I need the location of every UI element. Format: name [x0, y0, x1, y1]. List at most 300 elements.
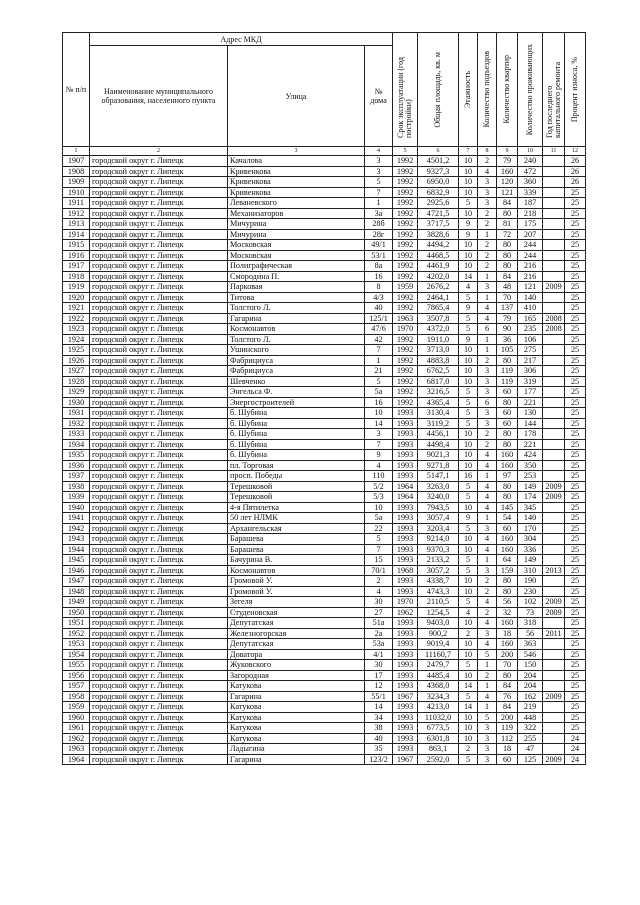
floors-cell: 10 [459, 376, 478, 387]
wear-cell: 26 [565, 156, 586, 167]
flats-cell: 60 [497, 408, 518, 419]
municipality-cell: городской округ г. Липецк [90, 156, 228, 167]
entrances-cell: 3 [478, 387, 497, 398]
entrances-cell: 2 [478, 219, 497, 230]
row-number: 1935 [63, 450, 90, 461]
municipality-cell: городской округ г. Липецк [90, 502, 228, 513]
area-cell: 7943,5 [418, 502, 459, 513]
municipality-cell: городской округ г. Липецк [90, 397, 228, 408]
street-cell: Студеновская [228, 607, 365, 618]
year-cell: 1993 [393, 502, 418, 513]
floors-cell: 10 [459, 733, 478, 744]
repair-year-cell [543, 387, 565, 398]
street-cell: б. Шубина [228, 408, 365, 419]
floors-cell: 5 [459, 418, 478, 429]
residents-cell: 207 [518, 229, 543, 240]
municipality-cell: городской округ г. Липецк [90, 723, 228, 734]
area-cell: 2676,2 [418, 282, 459, 293]
repair-year-cell [543, 208, 565, 219]
house-cell: 55/1 [365, 691, 393, 702]
year-cell: 1993 [393, 723, 418, 734]
header-area-text: Общая площадь, кв. м [433, 51, 443, 128]
residents-cell: 177 [518, 387, 543, 398]
house-cell: 5 [365, 534, 393, 545]
flats-cell: 79 [497, 156, 518, 167]
row-number: 1952 [63, 628, 90, 639]
table-body [63, 156, 586, 765]
house-cell: 40 [365, 303, 393, 314]
wear-cell: 25 [565, 534, 586, 545]
wear-cell: 25 [565, 597, 586, 608]
municipality-cell: городской округ г. Липецк [90, 628, 228, 639]
row-number: 1930 [63, 397, 90, 408]
residents-cell: 546 [518, 649, 543, 660]
street-cell: Титова [228, 292, 365, 303]
street-cell: Катукова [228, 723, 365, 734]
residents-cell: 121 [518, 282, 543, 293]
house-cell: 40 [365, 733, 393, 744]
wear-cell: 25 [565, 450, 586, 461]
repair-year-cell [543, 303, 565, 314]
street-cell: Загородная [228, 670, 365, 681]
repair-year-cell [543, 660, 565, 671]
street-cell: Космонавтов [228, 565, 365, 576]
area-cell: 2464,1 [418, 292, 459, 303]
year-cell: 1993 [393, 744, 418, 755]
flats-cell: 80 [497, 670, 518, 681]
entrances-cell: 3 [478, 754, 497, 765]
entrances-cell: 4 [478, 544, 497, 555]
repair-year-cell: 2008 [543, 324, 565, 335]
row-number: 1961 [63, 723, 90, 734]
row-number: 1949 [63, 597, 90, 608]
municipality-cell: городской округ г. Липецк [90, 282, 228, 293]
entrances-cell: 1 [478, 471, 497, 482]
municipality-cell: городской округ г. Липецк [90, 523, 228, 534]
municipality-cell: городской округ г. Липецк [90, 649, 228, 660]
wear-cell: 25 [565, 376, 586, 387]
year-cell: 1992 [393, 250, 418, 261]
flats-cell: 54 [497, 513, 518, 524]
row-number: 1956 [63, 670, 90, 681]
table-row [63, 502, 586, 513]
entrances-cell: 3 [478, 744, 497, 755]
flats-cell: 145 [497, 502, 518, 513]
flats-cell: 60 [497, 523, 518, 534]
area-cell: 3263,0 [418, 481, 459, 492]
flats-cell: 119 [497, 723, 518, 734]
street-cell: Терешковой [228, 492, 365, 503]
repair-year-cell [543, 334, 565, 345]
repair-year-cell [543, 513, 565, 524]
wear-cell: 25 [565, 481, 586, 492]
table-row [63, 471, 586, 482]
area-cell: 1254,5 [418, 607, 459, 618]
header-municipality: Наименование муниципального образования, населенного пункта [90, 46, 228, 147]
wear-cell: 25 [565, 229, 586, 240]
row-number: 1910 [63, 187, 90, 198]
municipality-cell: городской округ г. Липецк [90, 607, 228, 618]
year-cell: 1993 [393, 555, 418, 566]
street-cell: пл. Торговая [228, 460, 365, 471]
wear-cell: 25 [565, 271, 586, 282]
floors-cell: 10 [459, 723, 478, 734]
row-number: 1922 [63, 313, 90, 324]
row-number: 1963 [63, 744, 90, 755]
area-cell: 900,2 [418, 628, 459, 639]
year-cell: 1993 [393, 733, 418, 744]
area-cell: 4338,7 [418, 576, 459, 587]
header-floors-text: Этажность [463, 70, 473, 109]
municipality-cell: городской округ г. Липецк [90, 418, 228, 429]
house-cell: 70/1 [365, 565, 393, 576]
floors-cell: 10 [459, 156, 478, 167]
wear-cell: 25 [565, 691, 586, 702]
floors-cell: 5 [459, 492, 478, 503]
year-cell: 1993 [393, 628, 418, 639]
house-cell: 1 [365, 198, 393, 209]
repair-year-cell [543, 681, 565, 692]
entrances-cell: 5 [478, 649, 497, 660]
area-cell: 863,1 [418, 744, 459, 755]
wear-cell: 25 [565, 439, 586, 450]
row-number: 1942 [63, 523, 90, 534]
entrances-cell: 4 [478, 166, 497, 177]
house-cell: 5/2 [365, 481, 393, 492]
area-cell: 3713,0 [418, 345, 459, 356]
row-number: 1919 [63, 282, 90, 293]
house-cell: 3 [365, 156, 393, 167]
residents-cell: 216 [518, 261, 543, 272]
wear-cell: 25 [565, 366, 586, 377]
area-cell: 3203,4 [418, 523, 459, 534]
year-cell: 1993 [393, 450, 418, 461]
header-wear-text: Процент износа, % [570, 56, 580, 123]
area-cell: 4468,5 [418, 250, 459, 261]
table-row [63, 166, 586, 177]
year-cell: 1992 [393, 166, 418, 177]
area-cell: 3234,3 [418, 691, 459, 702]
floors-cell: 10 [459, 429, 478, 440]
row-number: 1946 [63, 565, 90, 576]
wear-cell: 25 [565, 292, 586, 303]
wear-cell: 25 [565, 576, 586, 587]
house-cell: 8а [365, 261, 393, 272]
house-cell: 7 [365, 345, 393, 356]
area-cell: 2925,6 [418, 198, 459, 209]
street-cell: Зегеля [228, 597, 365, 608]
entrances-cell: 1 [478, 513, 497, 524]
street-cell: Мичурина [228, 229, 365, 240]
street-cell: Железногорская [228, 628, 365, 639]
area-cell: 6301,8 [418, 733, 459, 744]
municipality-cell: городской округ г. Липецк [90, 177, 228, 188]
entrances-cell: 3 [478, 177, 497, 188]
floors-cell: 10 [459, 502, 478, 513]
municipality-cell: городской округ г. Липецк [90, 240, 228, 251]
entrances-cell: 3 [478, 282, 497, 293]
repair-year-cell: 2009 [543, 282, 565, 293]
column-numbers-row [63, 147, 586, 156]
floors-cell: 2 [459, 628, 478, 639]
row-number: 1951 [63, 618, 90, 629]
year-cell: 1993 [393, 460, 418, 471]
row-number: 1950 [63, 607, 90, 618]
row-number: 1928 [63, 376, 90, 387]
municipality-cell: городской округ г. Липецк [90, 670, 228, 681]
area-cell: 1911,0 [418, 334, 459, 345]
table-row [63, 187, 586, 198]
floors-cell: 10 [459, 166, 478, 177]
house-cell: 16 [365, 271, 393, 282]
year-cell: 1962 [393, 607, 418, 618]
floors-cell: 10 [459, 450, 478, 461]
floors-cell: 10 [459, 712, 478, 723]
row-number: 1925 [63, 345, 90, 356]
year-cell: 1993 [393, 660, 418, 671]
repair-year-cell [543, 261, 565, 272]
area-cell: 4365,4 [418, 397, 459, 408]
house-cell: 14 [365, 418, 393, 429]
residents-cell: 318 [518, 618, 543, 629]
table-row [63, 324, 586, 335]
row-number: 1923 [63, 324, 90, 335]
residents-cell: 240 [518, 156, 543, 167]
wear-cell: 25 [565, 513, 586, 524]
residents-cell: 221 [518, 439, 543, 450]
area-cell: 9370,3 [418, 544, 459, 555]
entrances-cell: 3 [478, 408, 497, 419]
wear-cell: 25 [565, 628, 586, 639]
area-cell: 3828,6 [418, 229, 459, 240]
repair-year-cell [543, 439, 565, 450]
residents-cell: 336 [518, 544, 543, 555]
floors-cell: 10 [459, 240, 478, 251]
wear-cell: 25 [565, 408, 586, 419]
year-cell: 1970 [393, 597, 418, 608]
municipality-cell: городской округ г. Липецк [90, 366, 228, 377]
residents-cell: 187 [518, 198, 543, 209]
year-cell: 1993 [393, 513, 418, 524]
repair-year-cell [543, 618, 565, 629]
floors-cell: 5 [459, 387, 478, 398]
area-cell: 2133,2 [418, 555, 459, 566]
row-number: 1936 [63, 460, 90, 471]
table-row [63, 597, 586, 608]
year-cell: 1967 [393, 691, 418, 702]
flats-cell: 90 [497, 324, 518, 335]
repair-year-cell [543, 649, 565, 660]
wear-cell: 25 [565, 492, 586, 503]
flats-cell: 32 [497, 607, 518, 618]
street-cell: Бачурина В. [228, 555, 365, 566]
street-cell: б. Шубина [228, 450, 365, 461]
street-cell: просп. Победы [228, 471, 365, 482]
wear-cell: 25 [565, 555, 586, 566]
repair-year-cell [543, 723, 565, 734]
floors-cell: 5 [459, 313, 478, 324]
header-repair-text: Год последнего капитального ремонта [544, 61, 562, 138]
residents-cell: 363 [518, 639, 543, 650]
repair-year-cell: 2009 [543, 492, 565, 503]
table-row [63, 282, 586, 293]
municipality-cell: городской округ г. Липецк [90, 408, 228, 419]
flats-cell: 80 [497, 261, 518, 272]
municipality-cell: городской округ г. Липецк [90, 261, 228, 272]
header-entrances-text: Количество подъездов [482, 51, 492, 128]
street-cell: Катукова [228, 733, 365, 744]
table-row [63, 691, 586, 702]
entrances-cell: 3 [478, 418, 497, 429]
wear-cell: 25 [565, 544, 586, 555]
residents-cell: 102 [518, 597, 543, 608]
house-cell: 35 [365, 744, 393, 755]
municipality-cell: городской округ г. Липецк [90, 681, 228, 692]
table-row [63, 513, 586, 524]
entrances-cell: 4 [478, 597, 497, 608]
floors-cell: 5 [459, 754, 478, 765]
flats-cell: 84 [497, 271, 518, 282]
flats-cell: 60 [497, 418, 518, 429]
entrances-cell: 2 [478, 156, 497, 167]
table-row [63, 408, 586, 419]
flats-cell: 84 [497, 702, 518, 713]
column-number: 8 [478, 147, 497, 156]
flats-cell: 119 [497, 376, 518, 387]
repair-year-cell [543, 471, 565, 482]
residents-cell: 339 [518, 187, 543, 198]
street-cell: Катукова [228, 702, 365, 713]
repair-year-cell [543, 702, 565, 713]
wear-cell: 25 [565, 607, 586, 618]
table-row [63, 460, 586, 471]
row-number: 1941 [63, 513, 90, 524]
table-row [63, 303, 586, 314]
wear-cell: 25 [565, 261, 586, 272]
table-header [63, 33, 586, 156]
entrances-cell: 4 [478, 691, 497, 702]
row-number: 1940 [63, 502, 90, 513]
column-number: 3 [228, 147, 365, 156]
wear-cell: 25 [565, 712, 586, 723]
flats-cell: 56 [497, 597, 518, 608]
street-cell: Жуковского [228, 660, 365, 671]
house-cell: 34 [365, 712, 393, 723]
year-cell: 1993 [393, 544, 418, 555]
residents-cell: 304 [518, 534, 543, 545]
row-number: 1943 [63, 534, 90, 545]
repair-year-cell [543, 229, 565, 240]
entrances-cell: 3 [478, 523, 497, 534]
area-cell: 6950,0 [418, 177, 459, 188]
house-cell: 10 [365, 408, 393, 419]
residents-cell: 345 [518, 502, 543, 513]
entrances-cell: 4 [478, 313, 497, 324]
repair-year-cell [543, 733, 565, 744]
repair-year-cell [543, 670, 565, 681]
street-cell: Смородина П. [228, 271, 365, 282]
street-cell: Энергостроителей [228, 397, 365, 408]
floors-cell: 9 [459, 229, 478, 240]
house-cell: 123/2 [365, 754, 393, 765]
floors-cell: 10 [459, 345, 478, 356]
flats-cell: 84 [497, 198, 518, 209]
row-number: 1920 [63, 292, 90, 303]
house-cell: 30 [365, 660, 393, 671]
year-cell: 1967 [393, 754, 418, 765]
repair-year-cell: 2008 [543, 313, 565, 324]
area-cell: 3130,4 [418, 408, 459, 419]
flats-cell: 159 [497, 565, 518, 576]
wear-cell: 26 [565, 177, 586, 188]
area-cell: 3057,2 [418, 565, 459, 576]
residents-cell: 275 [518, 345, 543, 356]
area-cell: 3507,8 [418, 313, 459, 324]
house-cell: 3а [365, 208, 393, 219]
year-cell: 1992 [393, 229, 418, 240]
year-cell: 1993 [393, 649, 418, 660]
flats-cell: 70 [497, 660, 518, 671]
flats-cell: 160 [497, 460, 518, 471]
entrances-cell: 3 [478, 376, 497, 387]
municipality-cell: городской округ г. Липецк [90, 513, 228, 524]
wear-cell: 25 [565, 660, 586, 671]
area-cell: 9021,3 [418, 450, 459, 461]
residents-cell: 73 [518, 607, 543, 618]
municipality-cell: городской округ г. Липецк [90, 586, 228, 597]
municipality-cell: городской округ г. Липецк [90, 208, 228, 219]
repair-year-cell [543, 744, 565, 755]
flats-cell: 80 [497, 439, 518, 450]
year-cell: 1959 [393, 282, 418, 293]
residents-cell: 219 [518, 702, 543, 713]
flats-cell: 80 [497, 240, 518, 251]
year-cell: 1992 [393, 261, 418, 272]
row-number: 1955 [63, 660, 90, 671]
floors-cell: 10 [459, 576, 478, 587]
house-cell: 28б [365, 219, 393, 230]
wear-cell: 25 [565, 219, 586, 230]
wear-cell: 25 [565, 649, 586, 660]
street-cell: Барашева [228, 544, 365, 555]
flats-cell: 80 [497, 250, 518, 261]
area-cell: 4213,0 [418, 702, 459, 713]
residents-cell: 235 [518, 324, 543, 335]
street-cell: Московская [228, 250, 365, 261]
flats-cell: 79 [497, 313, 518, 324]
row-number: 1914 [63, 229, 90, 240]
flats-cell: 81 [497, 219, 518, 230]
repair-year-cell [543, 555, 565, 566]
entrances-cell: 3 [478, 733, 497, 744]
table-row [63, 366, 586, 377]
residents-cell: 310 [518, 565, 543, 576]
repair-year-cell [543, 450, 565, 461]
municipality-cell: городской округ г. Липецк [90, 597, 228, 608]
street-cell: Барашева [228, 534, 365, 545]
table-row [63, 628, 586, 639]
street-cell: Депутатская [228, 639, 365, 650]
column-number: 2 [90, 147, 228, 156]
flats-cell: 18 [497, 744, 518, 755]
header-area [418, 33, 459, 147]
entrances-cell: 1 [478, 271, 497, 282]
floors-cell: 4 [459, 282, 478, 293]
table-row [63, 271, 586, 282]
table-row [63, 534, 586, 545]
house-cell: 21 [365, 366, 393, 377]
floors-cell: 16 [459, 471, 478, 482]
